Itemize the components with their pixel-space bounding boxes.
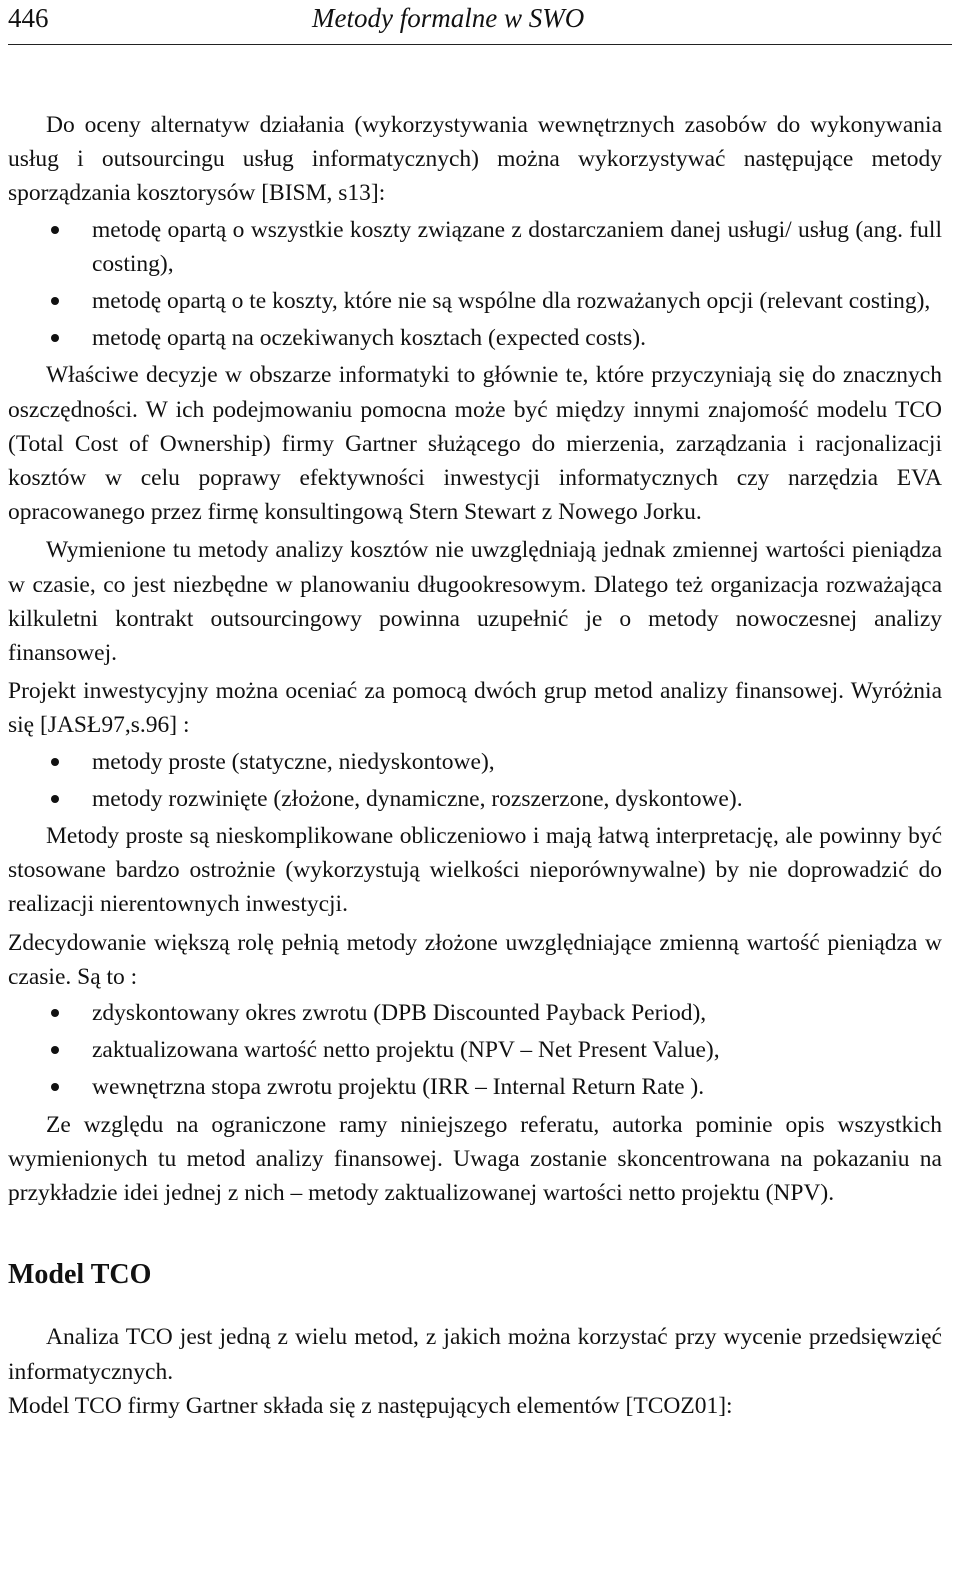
paragraph: Wymienione tu metody analizy kosztów nie uwzględniają jednak zmiennej wartości pieniądza w czasie, co jest niezbędne w planowaniu długookresowym. Dlatego też organizacja rozważająca kilkuletni kontrakt outsourcingowy powinna uzupełnić je o metody nowoczesnej analizy finansowej. bbox=[8, 537, 942, 667]
list-item: metody proste (statyczne, niedyskontowe), bbox=[8, 745, 942, 779]
paragraph: Projekt inwestycyjny można oceniać za pomocą dwóch grup metod analizy finansowej. Wyróżnia się [JASŁ97,s.96] : bbox=[8, 678, 942, 739]
list-item: wewnętrzna stopa zwrotu projektu (IRR – Internal Return Rate ). bbox=[8, 1070, 942, 1104]
page-body bbox=[8, 108, 942, 1423]
bullet-list bbox=[8, 745, 942, 816]
bullet-icon bbox=[51, 1046, 59, 1054]
paragraph: Metody proste są nieskomplikowane obliczeniowo i mają łatwą interpretację, ale powinny być stosowane bardzo ostrożnie (wykorzystują wielkości nieporównywalne) by nie doprowadzić do realizacji nierentownych inwestycji. bbox=[8, 823, 942, 918]
bullet-list bbox=[8, 213, 942, 356]
bullet-list bbox=[8, 996, 942, 1105]
section-heading: Model TCO bbox=[8, 1259, 152, 1291]
list-item: metody rozwinięte (złożone, dynamiczne, rozszerzone, dyskontowe). bbox=[8, 782, 942, 816]
paragraph: Model TCO firmy Gartner składa się z następujących elementów [TCOZ01]: bbox=[8, 1392, 733, 1419]
list-item: zdyskontowany okres zwrotu (DPB Discounted Payback Period), bbox=[8, 996, 942, 1030]
page-header bbox=[8, 0, 952, 45]
bullet-icon bbox=[51, 334, 59, 342]
paragraph: Do oceny alternatyw działania (wykorzystywania wewnętrznych zasobów do wykonywania usług i outsourcingu usług informatycznych) można wykorzystywać następujące metody sporządzania kosztorysów [BISM, s13]: bbox=[8, 112, 942, 207]
list-item: metodę opartą o te koszty, które nie są wspólne dla rozważanych opcji (relevant costing), bbox=[8, 284, 942, 318]
bullet-icon bbox=[51, 1009, 59, 1017]
bullet-icon bbox=[51, 297, 59, 305]
list-item: metodę opartą na oczekiwanych kosztach (expected costs). bbox=[8, 321, 942, 355]
bullet-icon bbox=[51, 795, 59, 803]
paragraph: Ze względu na ograniczone ramy niniejszego referatu, autorka pominie opis wszystkich wymienionych tu metod analizy finansowej. Uwaga zostanie skoncentrowana na pokazaniu na przykładzie idei jednej z nich – metody zaktualizowanej wartości netto projektu (NPV). bbox=[8, 1111, 942, 1207]
paragraph: Zdecydowanie większą rolę pełnią metody złożone uwzględniające zmienną wartość pieniądza w czasie. Są to : bbox=[8, 929, 942, 990]
paragraph: Analiza TCO jest jedną z wielu metod, z jakich można korzystać przy wycenie przedsięwzięć informatycznych. bbox=[8, 1324, 942, 1385]
paragraph: Właściwe decyzje w obszarze informatyki to głównie te, które przyczyniają się do znacznych oszczędności. W ich podejmowaniu pomocna może być między innymi znajomość modelu TCO (Total Cost of Ownership) firmy Gartner służącego do mierzenia, zarządzania i racjonalizacji kosztów w celu poprawy efektywności inwestycji informatycznych czy narzędzia EVA opracowanego przez firmę konsultingową Stern Stewart z Nowego Jorku. bbox=[8, 362, 942, 526]
list-item: zaktualizowana wartość netto projektu (NPV – Net Present Value), bbox=[8, 1033, 942, 1067]
page-number: 446 bbox=[8, 3, 49, 33]
bullet-icon bbox=[51, 226, 59, 234]
running-title: Metody formalne w SWO bbox=[312, 3, 585, 33]
bullet-icon bbox=[51, 758, 59, 766]
bullet-icon bbox=[51, 1083, 59, 1091]
list-item: metodę opartą o wszystkie koszty związane z dostarczaniem danej usługi/ usług (ang. full costing), bbox=[8, 213, 942, 281]
